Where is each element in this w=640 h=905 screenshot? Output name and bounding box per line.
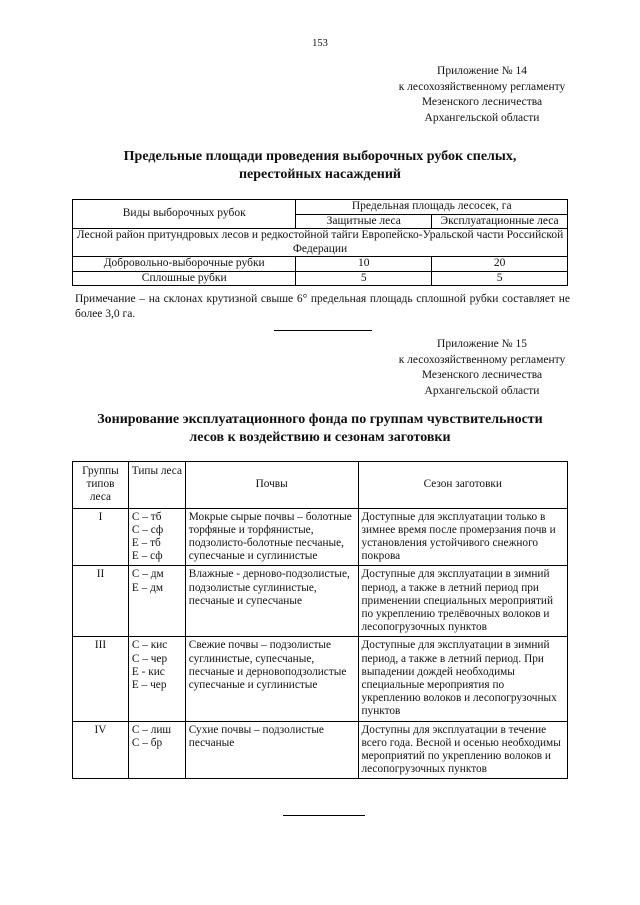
t1-cell-type: Добровольно-выборочные рубки: [73, 257, 296, 272]
table-row: [73, 566, 568, 637]
t1-cell-protective: 10: [296, 257, 432, 272]
forest-type: С – кис: [131, 639, 168, 652]
forest-type: С – дм: [131, 568, 164, 581]
forest-zoning-table: [72, 461, 568, 779]
separator-line: [274, 330, 372, 331]
appendix-14-line3: Мезенского лесничества: [421, 96, 543, 108]
t2-cell-season: Доступные для эксплуатации в зимний период, а также в летний период при применении специальных мероприятий по укреплению трелёвочных волоков и лесопогрузочных пунктов: [358, 566, 568, 637]
forest-type: С – лиш: [131, 723, 172, 736]
table1-title: [70, 148, 570, 184]
forest-type: Е – тб: [131, 537, 161, 550]
t2-header-types: Типы леса: [128, 462, 185, 509]
table2-title: [70, 411, 570, 447]
appendix-14-line2: к лесохозяйственному регламенту: [398, 80, 566, 93]
t1-cell-exploitation: 20: [432, 257, 568, 272]
appendix-15-line2: к лесохозяйственному регламенту: [398, 353, 566, 366]
t1-header-area: Предельная площадь лесосек, га: [296, 200, 568, 215]
appendix-15-line3: Мезенского лесничества: [421, 369, 543, 381]
page-number: 153: [312, 38, 328, 49]
forest-type: С – сф: [131, 523, 164, 536]
appendix-14-line4: Архангельской области: [424, 111, 540, 124]
t2-cell-soils: Сухие почвы – подзолистые песчаные: [185, 721, 358, 779]
t1-cell-protective: 5: [296, 271, 432, 286]
forest-type: Е – дм: [131, 581, 164, 594]
appendix-15-line1: Приложение № 15: [437, 338, 527, 350]
t1-header-types: Виды выборочных рубок: [73, 200, 296, 229]
t2-cell-group: IV: [73, 721, 129, 779]
t2-cell-types: [128, 508, 185, 566]
appendix-14-header: [382, 64, 582, 126]
appendix-15-line4: Архангельской области: [424, 384, 540, 397]
separator-line: [283, 815, 365, 816]
forest-type: С – чер: [131, 652, 168, 665]
appendix-15-header: [382, 337, 582, 399]
table-row: [73, 637, 568, 721]
t2-header-soils: Почвы: [185, 462, 358, 509]
table1-note: Примечание – на склонах крутизной свыше 6° предельная площадь сплошной рубки составляет не более 3,0 га.: [75, 293, 570, 320]
t2-cell-group: I: [73, 508, 129, 566]
t2-header-season: Сезон заготовки: [358, 462, 568, 509]
t2-cell-types: [128, 721, 185, 779]
t1-header-protective: Защитные леса: [296, 214, 432, 229]
table1-title-line1: Предельные площади проведения выборочных рубок спелых,: [123, 149, 517, 164]
forest-type: С – тб: [131, 510, 162, 523]
t2-cell-soils: Влажные - дерново-подзолистые, подзолистые суглинистые, песчаные и супесчаные: [185, 566, 358, 637]
t2-cell-types: [128, 566, 185, 637]
t2-cell-season: Доступны для эксплуатации в течение всего года. Весной и осенью необходимы мероприятий по укреплению волоков и лесопогрузочных пунктов: [358, 721, 568, 779]
table2-title-line2: лесов к воздействию и сезонам заготовки: [189, 430, 451, 445]
table-row: [73, 721, 568, 779]
t2-cell-types: [128, 637, 185, 721]
appendix-14-line1: Приложение № 14: [437, 65, 527, 77]
t2-header-groups: Группы типов леса: [73, 462, 129, 509]
t2-cell-soils: Свежие почвы – подзолистые суглинистые, супесчаные, песчаные и дерновоподзолистые супесчаные и суглинистые: [185, 637, 358, 721]
forest-type: Е – сф: [131, 550, 163, 563]
table-row: [73, 271, 568, 286]
t2-cell-soils: Мокрые сырые почвы – болотные торфяные и торфянистые, подзолисто-болотные песчаные, супесчаные и суглинистые: [185, 508, 358, 566]
t2-cell-group: III: [73, 637, 129, 721]
forest-type: С – бр: [131, 736, 163, 749]
t1-region-row: Лесной район притундровых лесов и редкостойной тайги Европейско-Уральской части Российской Федерации: [73, 229, 568, 257]
t1-cell-type: Сплошные рубки: [73, 271, 296, 286]
t2-cell-season: Доступные для эксплуатации только в зимнее время после промерзания почв и установления устойчивого снежного покрова: [358, 508, 568, 566]
t2-cell-season: Доступные для эксплуатации в зимний период, а также в летний период. При выпадении дождей необходимы специальные мероприятия по укреплению волоков и лесопогрузочных пунктов: [358, 637, 568, 721]
table1-title-line2: перестойных насаждений: [238, 167, 402, 182]
t1-header-exploitation: Эксплуатационные леса: [432, 214, 568, 229]
forest-type: Е – чер: [131, 679, 167, 692]
table-row: [73, 508, 568, 566]
t1-cell-exploitation: 5: [432, 271, 568, 286]
logging-area-table: [72, 199, 568, 286]
table2-title-line1: Зонирование эксплуатационного фонда по группам чувствительности: [97, 412, 543, 427]
table-row: [73, 257, 568, 272]
t2-cell-group: II: [73, 566, 129, 637]
forest-type: Е - кис: [131, 665, 165, 678]
